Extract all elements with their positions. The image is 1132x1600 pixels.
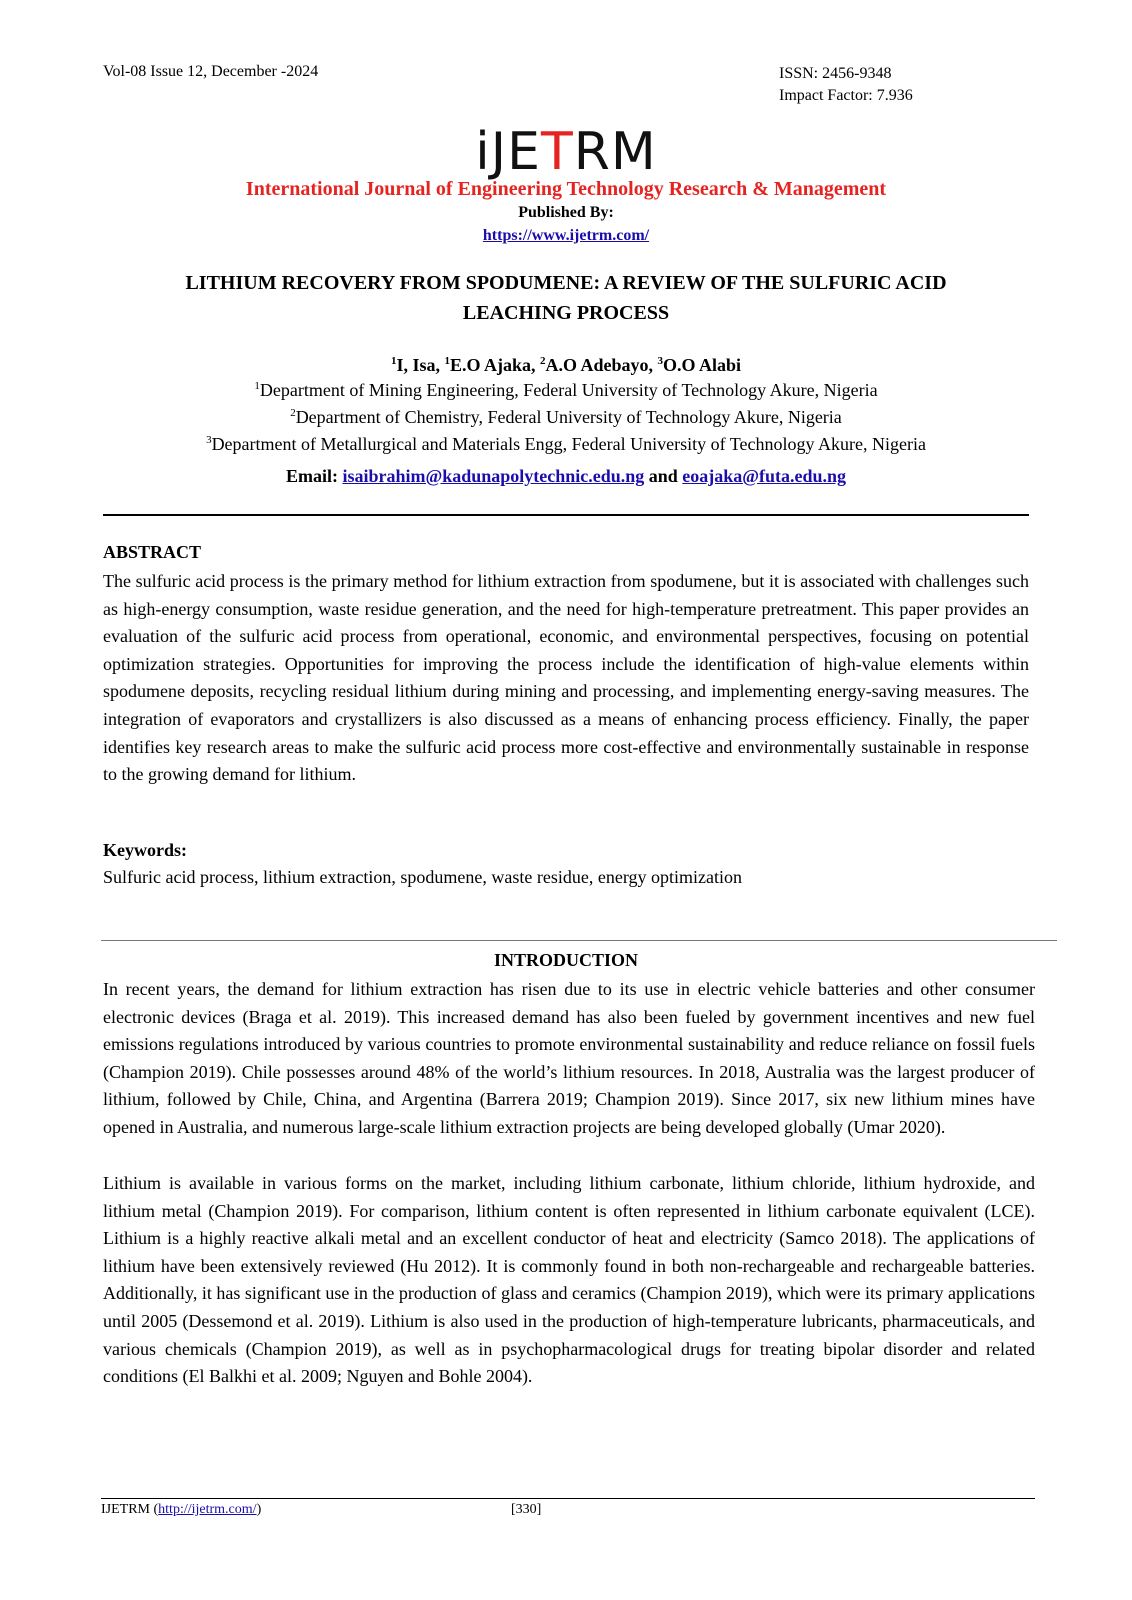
footer-journal [101,1502,261,1518]
affiliation-text: Department of Mining Engineering, Federal University of Technology Akure, Nigeria [259,380,878,400]
affiliation-1 [0,380,1132,401]
journal-name: International Journal of Engineering Technology Research & Management [245,178,887,200]
introduction-paragraph-1: In recent years, the demand for lithium extraction has risen due to its use in electric vehicle batteries and other consumer electronic devices (Braga et al. 2019). This increased demand has also been fueled by government incentives and new fuel emissions regulations introduced by various countries to promote environmental sustainability and reduce reliance on fossil fuels (Champion 2019). Chile possesses around 48% of the world’s lithium resources. In 2018, Australia was the largest producer of lithium, followed by Chile, China, and Argentina (Barrera 2019; Champion 2019). Since 2017, six new lithium mines have opened in Australia, and numerous large-scale lithium extraction projects are being developed globally (Umar 2020). [103,979,1035,1137]
logo-accent: T [540,122,574,182]
impact-factor: Impact Factor: 7.936 [779,87,913,104]
affiliation-sup: 3 [206,434,212,446]
footer-divider [101,1498,1035,1499]
page-number: [330] [511,1502,542,1517]
journal-url [0,227,1132,245]
keywords-heading: Keywords: [103,840,187,860]
abstract-heading: ABSTRACT [103,542,202,562]
author-name: E.O Ajaka, [449,355,540,375]
introduction-heading: INTRODUCTION [493,950,639,970]
author-sup: 1 [390,355,397,367]
keywords-text: Sulfuric acid process, lithium extraction, spodumene, waste residue, energy optimization [103,867,742,887]
footer-close: ) [256,1502,262,1517]
logo-left: iJE [475,122,541,182]
issn: ISSN: 2456-9348 [779,65,892,82]
email-link-2[interactable]: eoajaka@futa.edu.ng [682,466,847,486]
issn-block [779,63,913,107]
email-link-1[interactable]: isaibrahim@kadunapolytechnic.edu.ng [342,466,645,486]
affiliation-sup: 1 [254,380,260,392]
affiliation-sup: 2 [290,407,296,419]
journal-logo [0,124,1132,180]
author-name: O.O Alabi [663,355,742,375]
footer-link[interactable]: http://ijetrm.com/ [158,1502,257,1517]
logo-right: RM [573,122,657,182]
author-sup: 2 [539,355,546,367]
paper-title-line-1: LITHIUM RECOVERY FROM SPODUMENE: A REVIEW OF THE SULFURIC ACID [185,272,947,294]
paper-title [103,268,1029,328]
author-name: I, Isa, [396,355,445,375]
author-sup: 1 [444,355,450,367]
footer-journal-text: IJETRM ( [101,1502,159,1517]
affiliation-text: Department of Chemistry, Federal University of Technology Akure, Nigeria [295,407,842,427]
affiliation-text: Department of Metallurgical and Materials Engg, Federal University of Technology Akure, Nigeria [211,434,926,454]
introduction-paragraph-2: Lithium is available in various forms on the market, including lithium carbonate, lithium chloride, lithium hydroxide, and lithium metal (Champion 2019). For comparison, lithium content is often represented in lithium carbonate equivalent (LCE). Lithium is a highly reactive alkali metal and an excellent conductor of heat and electricity (Samco 2018). The applications of lithium have been extensively reviewed (Hu 2012). It is commonly found in both non-rechargeable and rechargeable batteries. Additionally, it has significant use in the production of glass and ceramics (Champion 2019), which were its primary applications until 2005 (Dessemond et al. 2019). Lithium is also used in the production of high-temperature lubricants, pharmaceuticals, and various chemicals (Champion 2019), as well as in psychopharmacological drugs for treating bipolar disorder and related conditions (El Balkhi et al. 2009; Nguyen and Bohle 2004). [103,1173,1035,1387]
abstract-text: The sulfuric acid process is the primary method for lithium extraction from spodumene, but it is associated with challenges such as high-energy consumption, waste residue generation, and the need for high-temperature pretreatment. This paper provides an evaluation of the sulfuric acid process from operational, economic, and environmental perspectives, focusing on potential optimization strategies. Opportunities for improving the process include the identification of high-value elements within spodumene deposits, recycling residual lithium during mining and processing, and implementing energy-saving measures. The integration of evaporators and crystallizers is also discussed as a means of enhancing process efficiency. Finally, the paper identifies key research areas to make the sulfuric acid process more cost-effective and environmentally sustainable in response to the growing demand for lithium. [103,571,1029,785]
email-label: Email: [285,466,343,486]
contact-email [0,466,1132,487]
volume-info: Vol-08 Issue 12, December -2024 [103,63,319,80]
paper-title-line-2: LEACHING PROCESS [462,302,670,324]
section-divider [101,940,1057,941]
affiliation-3 [0,434,1132,455]
affiliation-2 [0,407,1132,428]
author-sup: 3 [657,355,664,367]
author-name: A.O Adebayo, [545,355,658,375]
header-divider [103,514,1029,516]
journal-url-link[interactable]: https://www.ijetrm.com/ [482,227,650,244]
author-list [0,355,1132,376]
email-and: and [644,466,683,486]
published-by: Published By: [518,204,614,221]
